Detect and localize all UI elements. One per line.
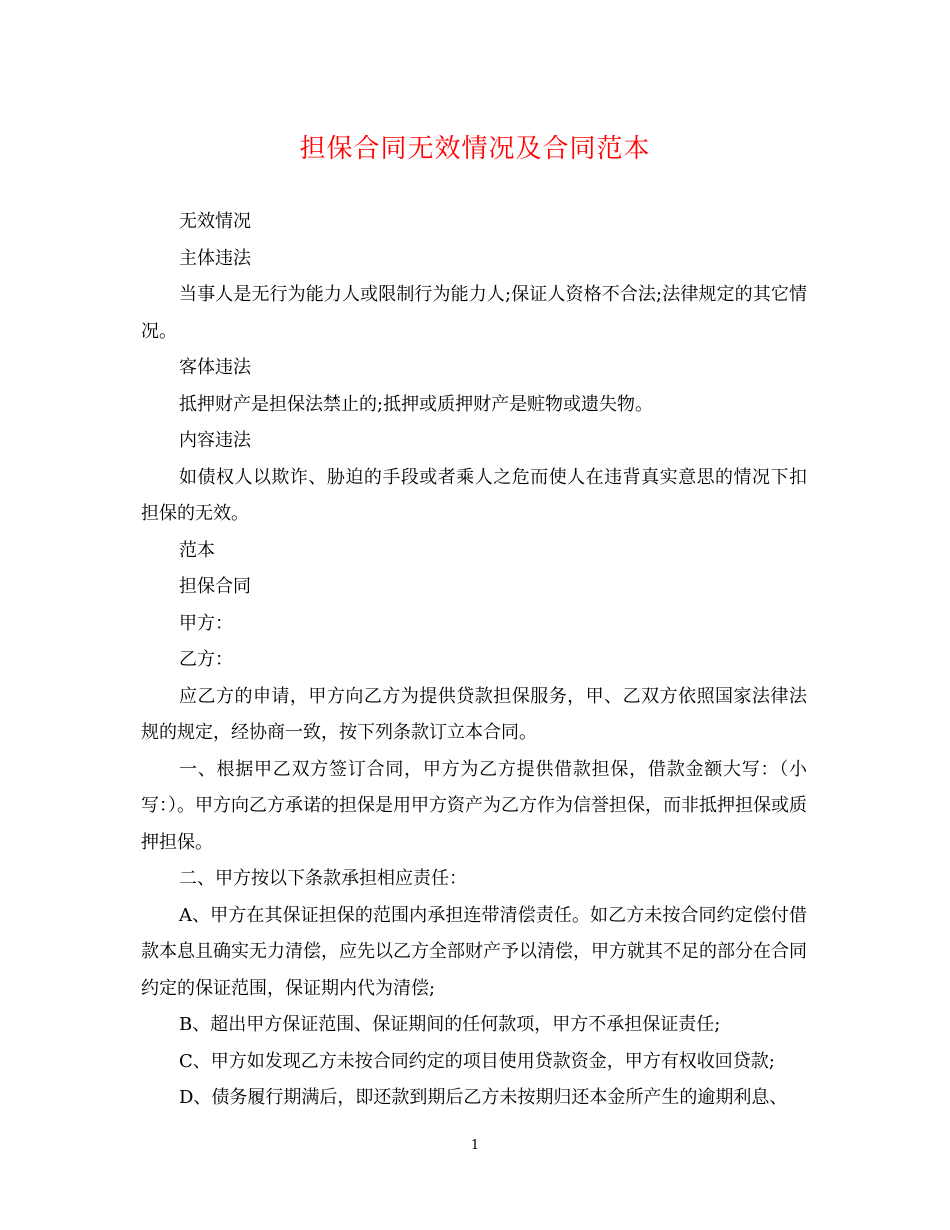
document-title: 担保合同无效情况及合同范本 xyxy=(299,134,651,164)
heading-guarantee-contract: 担保合同 xyxy=(179,576,251,597)
heading-content-violation: 内容违法 xyxy=(179,430,251,451)
heading-object-violation: 客体违法 xyxy=(179,357,251,378)
document-body xyxy=(141,204,807,1117)
paragraph-content-violation: 如债权人以欺诈、胁迫的手段或者乘人之危而使人在违背真实意思的情况下扣担保的无效。 xyxy=(141,466,807,524)
heading-subject-violation: 主体违法 xyxy=(179,247,251,269)
clause-two-d: D、债务履行期满后，即还款到期后乙方未按期归还本金所产生的逾期利息、 xyxy=(179,1087,788,1108)
party-a-line: 甲方： xyxy=(179,612,233,634)
clause-two-c: C、甲方如发现乙方未按合同约定的项目使用贷款资金，甲方有权收回贷款; xyxy=(179,1050,775,1072)
page-number: 1 xyxy=(470,1138,480,1153)
clause-two-b: B、超出甲方保证范围、保证期间的任何款项，甲方不承担保证责任; xyxy=(179,1014,721,1035)
paragraph-subject-violation: 当事人是无行为能力人或限制行为能力人;保证人资格不合法;法律规定的其它情况。 xyxy=(141,284,807,342)
heading-template: 范本 xyxy=(179,539,215,561)
clause-one: 一、根据甲乙双方签订合同，甲方为乙方提供借款担保，借款金额大写：（小写：）。甲方向乙方承诺的担保是用甲方资产为乙方作为信誉担保，而非抵押担保或质押担保。 xyxy=(141,758,807,853)
paragraph-object-violation: 抵押财产是担保法禁止的;抵押或质押财产是赃物或遗失物。 xyxy=(179,393,654,415)
clause-two: 二、甲方按以下条款承担相应责任： xyxy=(179,868,467,889)
clause-two-a: A、甲方在其保证担保的范围内承担连带清偿责任。如乙方未按合同约定偿付借款本息且确实无力清偿，应先以乙方全部财产予以清偿，甲方就其不足的部分在合同约定的保证范围，保证期内代为清偿; xyxy=(141,904,807,999)
paragraph-preamble: 应乙方的申请，甲方向乙方为提供贷款担保服务，甲、乙双方依照国家法律法规的规定，经协商一致，按下列条款订立本合同。 xyxy=(141,685,807,743)
party-b-line: 乙方： xyxy=(179,649,233,670)
heading-invalid-cases: 无效情况 xyxy=(179,211,251,232)
